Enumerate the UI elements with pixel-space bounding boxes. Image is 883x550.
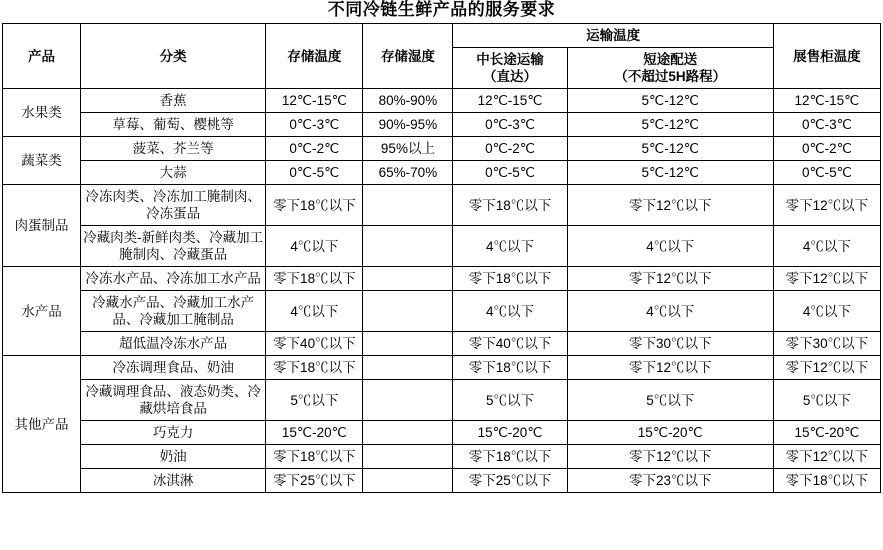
short-haul-temp-cell: 4℃以下 bbox=[567, 291, 773, 332]
short-haul-temp-cell: 5℃以下 bbox=[567, 380, 773, 421]
category-cell: 奶油 bbox=[81, 445, 266, 469]
table-row bbox=[3, 113, 881, 137]
storage-humidity-cell bbox=[363, 291, 453, 332]
category-cell: 冷藏调理食品、液态奶类、冷藏烘培食品 bbox=[81, 380, 266, 421]
long-haul-temp-cell: 零下40℃以下 bbox=[453, 332, 567, 356]
table-row bbox=[3, 185, 881, 226]
table-row bbox=[3, 267, 881, 291]
long-haul-temp-cell: 12℃-15℃ bbox=[453, 89, 567, 113]
table-header bbox=[3, 24, 881, 89]
long-haul-temp-cell: 0℃-3℃ bbox=[453, 113, 567, 137]
storage-humidity-cell: 80%-90% bbox=[363, 89, 453, 113]
product-group-cell: 肉蛋制品 bbox=[3, 185, 81, 267]
long-haul-temp-cell: 0℃-2℃ bbox=[453, 137, 567, 161]
display-cabinet-temp-cell: 5℃以下 bbox=[773, 380, 880, 421]
header-short-haul bbox=[567, 48, 773, 89]
header-product: 产品 bbox=[3, 24, 81, 89]
short-haul-temp-cell: 5℃-12℃ bbox=[567, 161, 773, 185]
table-row bbox=[3, 356, 881, 380]
display-cabinet-temp-cell: 零下12℃以下 bbox=[773, 185, 880, 226]
short-haul-temp-cell: 15℃-20℃ bbox=[567, 421, 773, 445]
short-haul-temp-cell: 零下12℃以下 bbox=[567, 445, 773, 469]
category-cell: 香蕉 bbox=[81, 89, 266, 113]
storage-temp-cell: 零下18℃以下 bbox=[266, 445, 363, 469]
product-group-cell: 其他产品 bbox=[3, 356, 81, 493]
table-row bbox=[3, 332, 881, 356]
short-haul-temp-cell: 零下30℃以下 bbox=[567, 332, 773, 356]
storage-humidity-cell: 90%-95% bbox=[363, 113, 453, 137]
short-haul-temp-cell: 5℃-12℃ bbox=[567, 137, 773, 161]
header-transport-temp: 运输温度 bbox=[453, 24, 773, 48]
long-haul-temp-cell: 零下18℃以下 bbox=[453, 185, 567, 226]
table-row bbox=[3, 291, 881, 332]
storage-temp-cell: 4℃以下 bbox=[266, 291, 363, 332]
table-row bbox=[3, 380, 881, 421]
header-row-1 bbox=[3, 24, 881, 48]
header-long-haul bbox=[453, 48, 567, 89]
product-group-cell: 水产品 bbox=[3, 267, 81, 356]
display-cabinet-temp-cell: 0℃-5℃ bbox=[773, 161, 880, 185]
storage-temp-cell: 0℃-5℃ bbox=[266, 161, 363, 185]
category-cell: 冷冻调理食品、奶油 bbox=[81, 356, 266, 380]
header-short-haul-line1: 短途配送 bbox=[643, 52, 698, 67]
short-haul-temp-cell: 零下12℃以下 bbox=[567, 267, 773, 291]
page-title: 不同冷链生鲜产品的服务要求 bbox=[327, 0, 556, 19]
header-storage-humidity: 存储湿度 bbox=[363, 24, 453, 89]
short-haul-temp-cell: 5℃-12℃ bbox=[567, 89, 773, 113]
long-haul-temp-cell: 5℃以下 bbox=[453, 380, 567, 421]
storage-humidity-cell bbox=[363, 469, 453, 493]
storage-humidity-cell bbox=[363, 380, 453, 421]
table-row bbox=[3, 137, 881, 161]
storage-temp-cell: 5℃以下 bbox=[266, 380, 363, 421]
display-cabinet-temp-cell: 零下12℃以下 bbox=[773, 445, 880, 469]
product-group-cell: 水果类 bbox=[3, 89, 81, 137]
short-haul-temp-cell: 零下12℃以下 bbox=[567, 356, 773, 380]
table-row bbox=[3, 161, 881, 185]
product-group-cell: 蔬菜类 bbox=[3, 137, 81, 185]
display-cabinet-temp-cell: 零下18℃以下 bbox=[773, 469, 880, 493]
short-haul-temp-cell: 零下12℃以下 bbox=[567, 185, 773, 226]
storage-humidity-cell bbox=[363, 267, 453, 291]
long-haul-temp-cell: 4℃以下 bbox=[453, 291, 567, 332]
storage-temp-cell: 零下18℃以下 bbox=[266, 356, 363, 380]
long-haul-temp-cell: 零下18℃以下 bbox=[453, 356, 567, 380]
category-cell: 大蒜 bbox=[81, 161, 266, 185]
category-cell: 冷冻肉类、冷冻加工腌制肉、冷冻蛋品 bbox=[81, 185, 266, 226]
display-cabinet-temp-cell: 零下30℃以下 bbox=[773, 332, 880, 356]
storage-temp-cell: 零下18℃以下 bbox=[266, 267, 363, 291]
storage-humidity-cell bbox=[363, 445, 453, 469]
display-cabinet-temp-cell: 4℃以下 bbox=[773, 291, 880, 332]
storage-temp-cell: 4℃以下 bbox=[266, 226, 363, 267]
storage-humidity-cell: 65%-70% bbox=[363, 161, 453, 185]
category-cell: 巧克力 bbox=[81, 421, 266, 445]
table-row bbox=[3, 421, 881, 445]
storage-temp-cell: 15℃-20℃ bbox=[266, 421, 363, 445]
table-row bbox=[3, 89, 881, 113]
display-cabinet-temp-cell: 0℃-3℃ bbox=[773, 113, 880, 137]
long-haul-temp-cell: 零下18℃以下 bbox=[453, 267, 567, 291]
long-haul-temp-cell: 零下25℃以下 bbox=[453, 469, 567, 493]
display-cabinet-temp-cell: 零下12℃以下 bbox=[773, 267, 880, 291]
display-cabinet-temp-cell: 零下12℃以下 bbox=[773, 356, 880, 380]
long-haul-temp-cell: 0℃-5℃ bbox=[453, 161, 567, 185]
category-cell: 冷藏水产品、冷藏加工水产品、冷藏加工腌制品 bbox=[81, 291, 266, 332]
header-long-haul-line2: （直达） bbox=[483, 69, 538, 84]
category-cell: 冷冻水产品、冷冻加工水产品 bbox=[81, 267, 266, 291]
header-short-haul-line2: （不超过5H路程） bbox=[614, 69, 727, 84]
table-body bbox=[3, 89, 881, 493]
storage-humidity-cell bbox=[363, 185, 453, 226]
short-haul-temp-cell: 5℃-12℃ bbox=[567, 113, 773, 137]
storage-humidity-cell bbox=[363, 356, 453, 380]
header-category: 分类 bbox=[81, 24, 266, 89]
category-cell: 菠菜、芥兰等 bbox=[81, 137, 266, 161]
category-cell: 草莓、葡萄、樱桃等 bbox=[81, 113, 266, 137]
display-cabinet-temp-cell: 0℃-2℃ bbox=[773, 137, 880, 161]
storage-temp-cell: 0℃-3℃ bbox=[266, 113, 363, 137]
storage-humidity-cell bbox=[363, 332, 453, 356]
short-haul-temp-cell: 零下23℃以下 bbox=[567, 469, 773, 493]
cold-chain-requirements-table bbox=[2, 23, 881, 493]
display-cabinet-temp-cell: 15℃-20℃ bbox=[773, 421, 880, 445]
storage-humidity-cell bbox=[363, 226, 453, 267]
header-storage-temp: 存储温度 bbox=[266, 24, 363, 89]
table-row bbox=[3, 445, 881, 469]
short-haul-temp-cell: 4℃以下 bbox=[567, 226, 773, 267]
storage-humidity-cell bbox=[363, 421, 453, 445]
display-cabinet-temp-cell: 12℃-15℃ bbox=[773, 89, 880, 113]
table-row bbox=[3, 226, 881, 267]
category-cell: 冷藏肉类-新鲜肉类、冷藏加工腌制肉、冷藏蛋品 bbox=[81, 226, 266, 267]
category-cell: 超低温冷冻水产品 bbox=[81, 332, 266, 356]
header-long-haul-line1: 中长途运输 bbox=[476, 52, 544, 67]
storage-humidity-cell: 95%以上 bbox=[363, 137, 453, 161]
storage-temp-cell: 零下18℃以下 bbox=[266, 185, 363, 226]
long-haul-temp-cell: 4℃以下 bbox=[453, 226, 567, 267]
long-haul-temp-cell: 零下18℃以下 bbox=[453, 445, 567, 469]
table-row bbox=[3, 469, 881, 493]
display-cabinet-temp-cell: 4℃以下 bbox=[773, 226, 880, 267]
category-cell: 冰淇淋 bbox=[81, 469, 266, 493]
header-display-cabinet: 展售柜温度 bbox=[773, 24, 880, 89]
storage-temp-cell: 零下25℃以下 bbox=[266, 469, 363, 493]
storage-temp-cell: 12℃-15℃ bbox=[266, 89, 363, 113]
storage-temp-cell: 0℃-2℃ bbox=[266, 137, 363, 161]
storage-temp-cell: 零下40℃以下 bbox=[266, 332, 363, 356]
long-haul-temp-cell: 15℃-20℃ bbox=[453, 421, 567, 445]
